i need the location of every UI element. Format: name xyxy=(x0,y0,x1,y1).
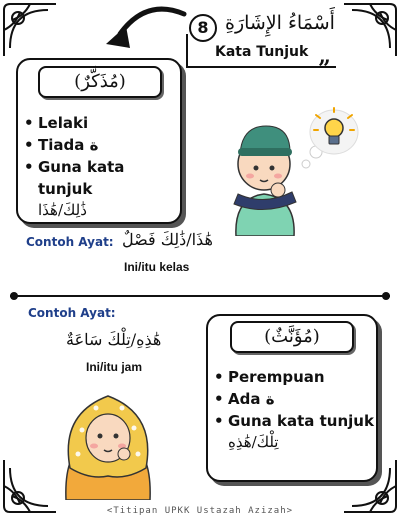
page-title: Kata Tunjuk xyxy=(215,44,309,60)
feminine-card xyxy=(206,314,378,482)
example-meaning: Ini/itu kelas xyxy=(124,260,190,274)
corner-ornament-icon xyxy=(0,0,60,60)
footer-credit: <Titipan UPKK Ustazah Azizah> xyxy=(106,506,294,516)
hijab-girl-illustration xyxy=(56,384,160,500)
example-arabic: هَٰذَا/ذَٰلِكَ فَصْلٌ xyxy=(122,230,213,249)
example-heading: Contoh Ayat: xyxy=(26,235,114,249)
lesson-number-badge: 8 xyxy=(189,14,217,42)
thinking-boy-illustration xyxy=(214,106,364,236)
section-divider xyxy=(10,295,390,297)
masculine-label: (مُذَكَّرٌ) xyxy=(38,66,162,98)
example-heading: Contoh Ayat: xyxy=(28,306,116,320)
closing-quote: ” xyxy=(318,56,331,82)
list-item: • Perempuan xyxy=(212,366,380,388)
masculine-bullets xyxy=(22,112,182,220)
example-meaning: Ini/itu jam xyxy=(86,360,143,374)
feminine-bullets xyxy=(212,366,380,452)
list-item: • Ada ة xyxy=(212,388,380,410)
list-item-text: Guna kata tunjuk xyxy=(38,158,125,198)
list-item xyxy=(22,156,182,220)
list-item-text: Guna kata tunjuk xyxy=(228,412,374,430)
list-item: • Tiada ة xyxy=(22,134,182,156)
example-arabic: هَٰذِهِ/تِلْكَ سَاعَةٌ xyxy=(66,330,162,349)
feminine-label: (مُؤَنَّثٌ) xyxy=(230,321,354,353)
masculine-card xyxy=(16,58,182,224)
list-item xyxy=(212,410,380,452)
pointing-words: ذَٰلِكَ/هَٰذَا xyxy=(38,201,87,219)
pointing-words: تِلْكَ/هَٰذِهِ xyxy=(228,433,279,451)
curved-arrow-icon xyxy=(96,4,192,56)
list-item: • Lelaki xyxy=(22,112,182,134)
arabic-title: أَسْمَاءُ الإِشَارَةِ xyxy=(225,12,335,34)
corner-ornament-icon xyxy=(340,0,400,60)
